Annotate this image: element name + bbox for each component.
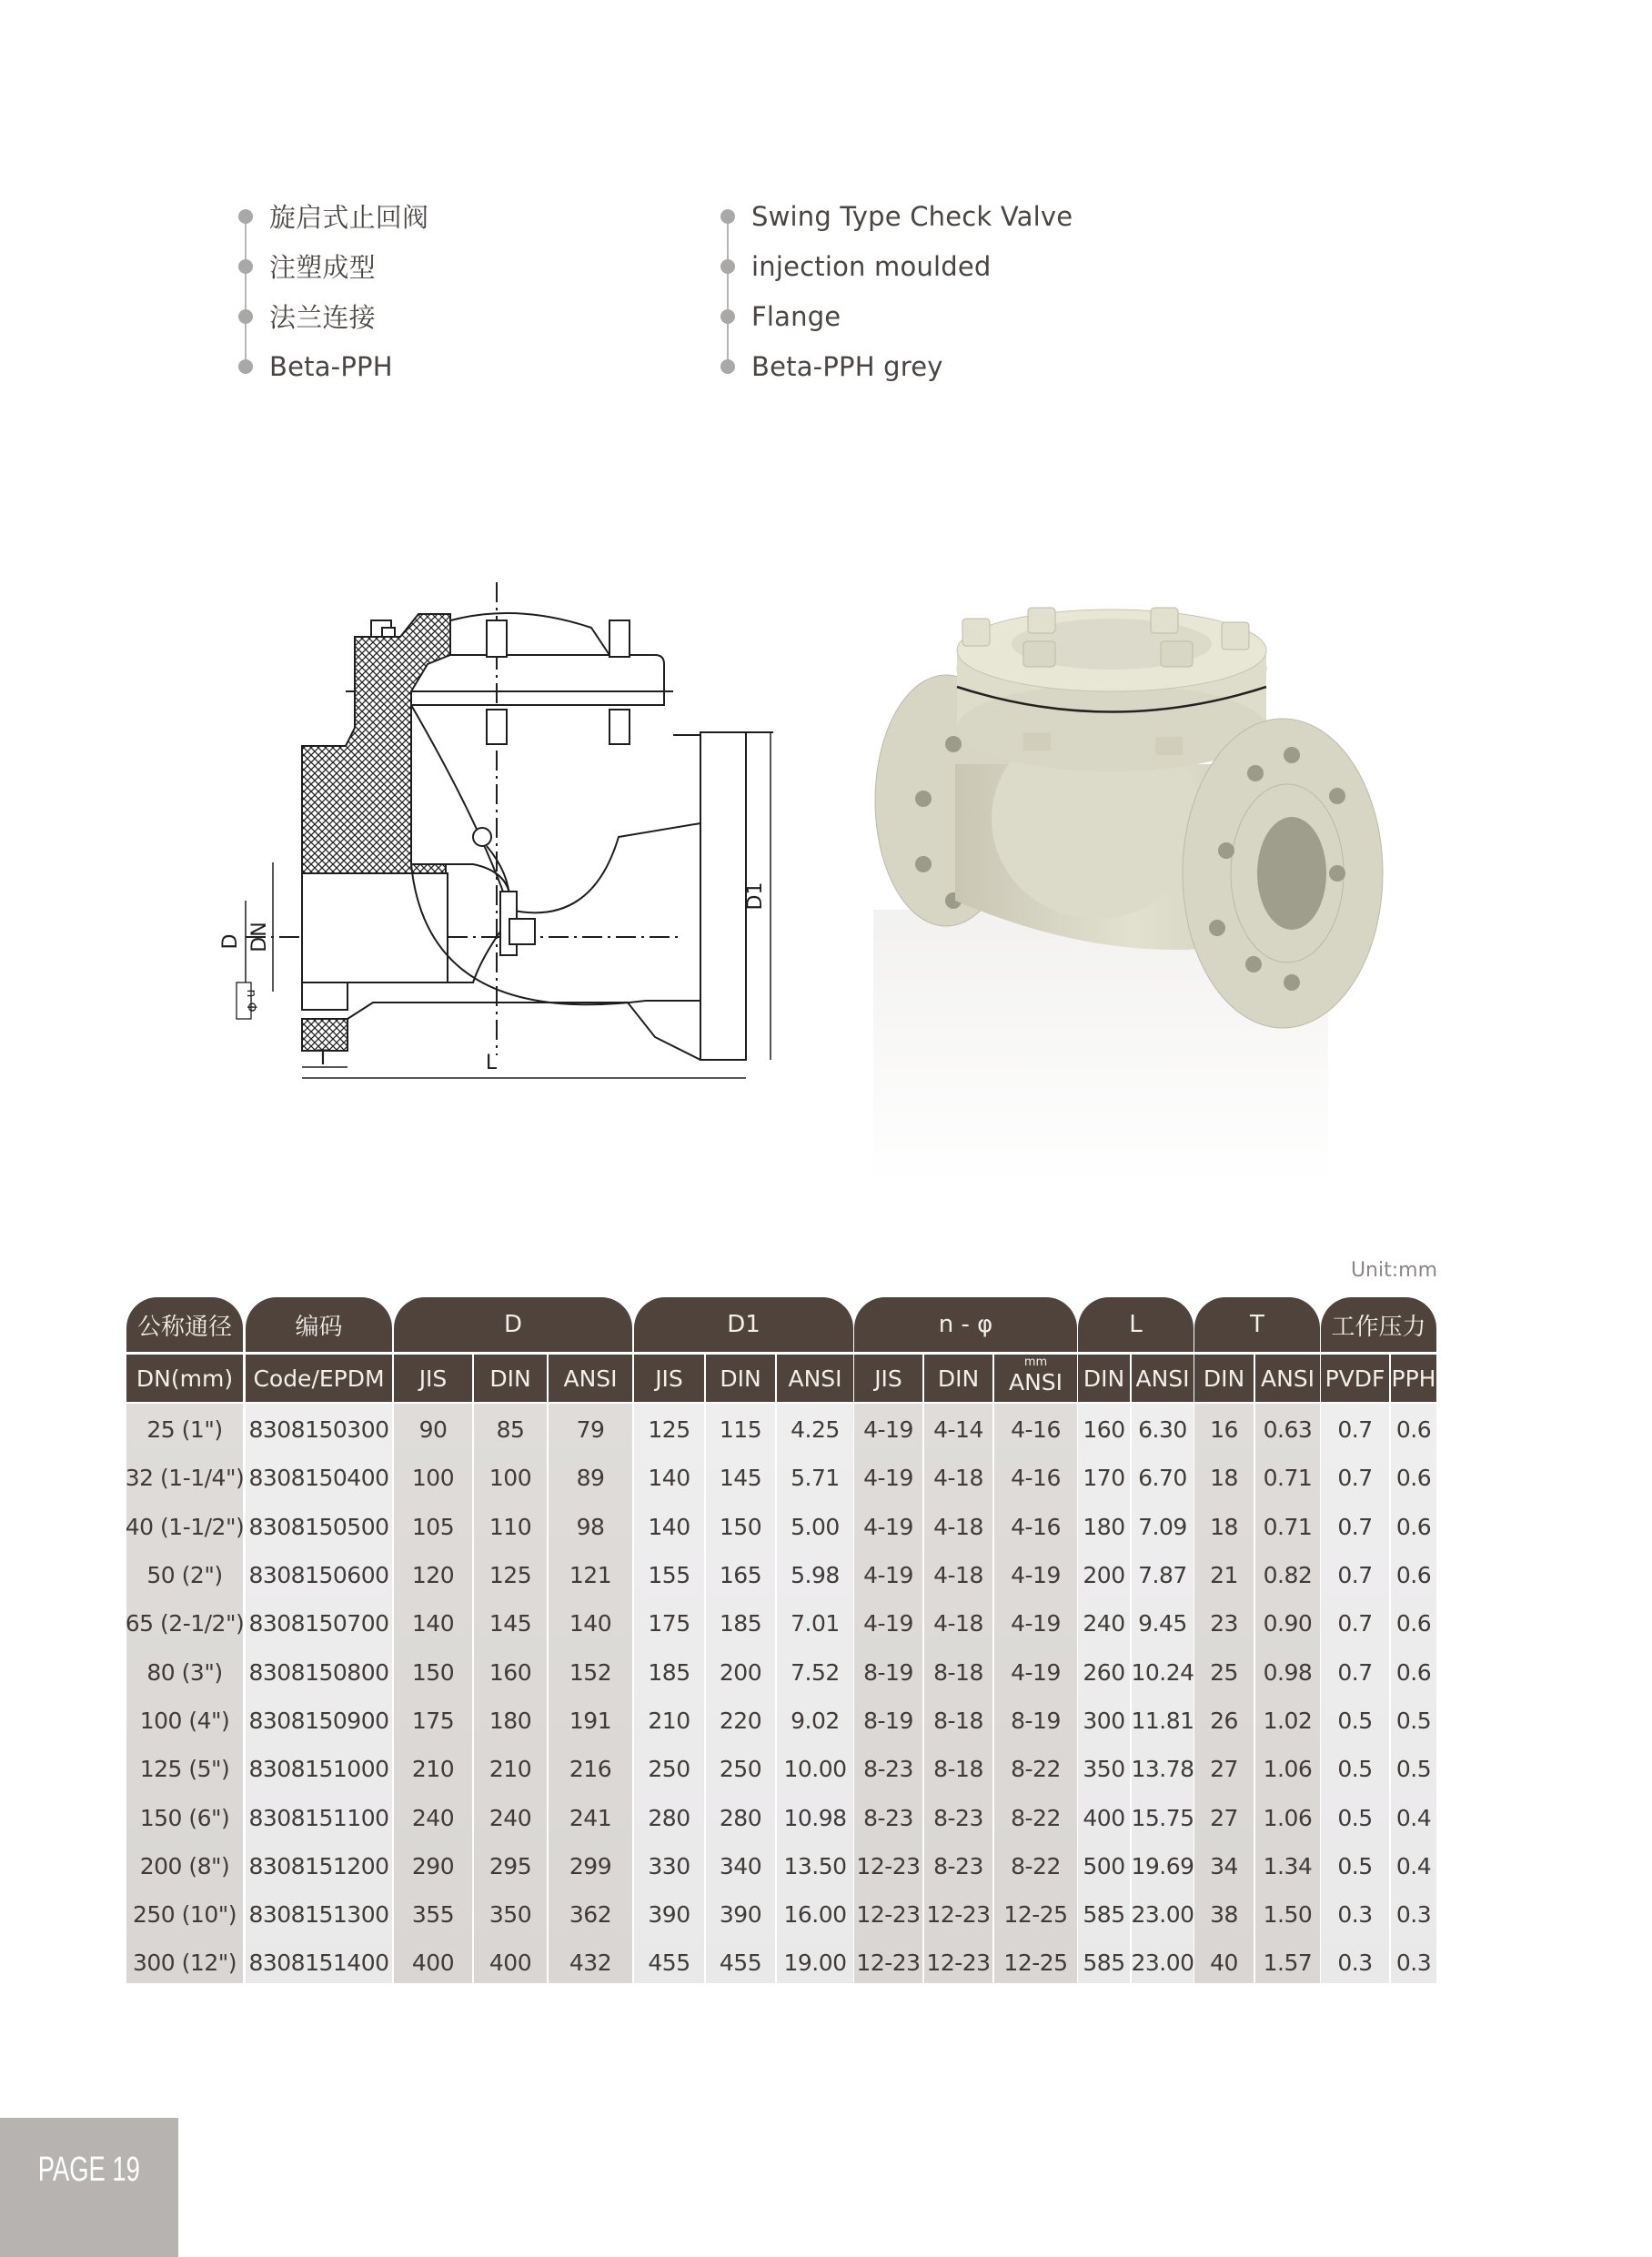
subheader-pph: PPH — [1391, 1355, 1436, 1402]
table-cell: 0.5 — [1337, 1852, 1373, 1879]
table-cell: 200 (8") — [139, 1852, 230, 1879]
table-cell: 152 — [569, 1658, 612, 1686]
table-cell: 8-23 — [933, 1804, 983, 1831]
table-cell: 400 — [489, 1950, 532, 1977]
table-cell: 4-19 — [1011, 1610, 1061, 1637]
table-cell: 0.7 — [1337, 1562, 1373, 1589]
table-cell: 8-19 — [863, 1707, 913, 1734]
table-cell: 160 — [1083, 1416, 1125, 1444]
table-cell: 12-23 — [856, 1901, 921, 1929]
feature-item — [720, 291, 1073, 341]
table-cell: 0.71 — [1263, 1513, 1313, 1540]
header-nominal-diameter: 公称通径 — [126, 1297, 243, 1352]
table-cell: 25 — [1210, 1658, 1238, 1686]
table-cell: 12-25 — [1003, 1950, 1068, 1977]
table-cell: 240 — [1083, 1610, 1125, 1637]
table-cell: 4-18 — [933, 1562, 983, 1589]
table-cell: 8-23 — [863, 1756, 913, 1783]
table-cell: 175 — [648, 1610, 690, 1637]
table-cell: 290 — [411, 1852, 455, 1879]
table-cell: 150 — [411, 1658, 455, 1686]
table-cell: 390 — [719, 1901, 762, 1929]
feature-text: Beta-PPH grey — [751, 350, 943, 382]
feature-text: 旋启式止回阀 — [269, 202, 429, 233]
table-cell: 0.7 — [1337, 1513, 1373, 1540]
feature-item — [720, 341, 1073, 391]
svg-text:D: D — [219, 933, 242, 950]
table-cell: 200 — [1083, 1562, 1125, 1589]
table-cell: 34 — [1210, 1852, 1238, 1879]
table-cell: 18 — [1210, 1513, 1238, 1540]
table-cell: 241 — [569, 1804, 612, 1831]
table-cell: 0.3 — [1395, 1901, 1432, 1929]
table-cell: 23.00 — [1131, 1901, 1194, 1929]
table-cell: 125 — [489, 1562, 532, 1589]
table-cell: 10.98 — [783, 1804, 847, 1831]
table-cell: 4-16 — [1011, 1465, 1061, 1492]
table-cell: 125 — [648, 1416, 690, 1444]
table-column — [394, 1404, 472, 1983]
unit-label: Unit:mm — [1350, 1259, 1437, 1282]
svg-text:n-Φ: n-Φ — [244, 989, 258, 1013]
table-cell: 1.57 — [1263, 1950, 1313, 1977]
bullet-icon — [238, 359, 253, 374]
table-cell: 140 — [569, 1610, 612, 1637]
table-cell: 8308151200 — [248, 1852, 389, 1879]
subheader-d1-jis: JIS — [634, 1355, 704, 1402]
table-cell: 8308150800 — [248, 1658, 389, 1686]
table-cell: 98 — [576, 1513, 605, 1540]
table-cell: 19.69 — [1131, 1852, 1194, 1879]
subheader-code: Code/EPDM — [246, 1355, 392, 1402]
table-column — [126, 1404, 243, 1983]
table-cell: 12-23 — [926, 1901, 991, 1929]
table-cell: 4-19 — [863, 1513, 913, 1540]
table-cell: 0.98 — [1263, 1658, 1313, 1686]
table-cell: 140 — [648, 1465, 690, 1492]
table-cell: 120 — [411, 1562, 455, 1589]
table-cell: 0.7 — [1337, 1465, 1373, 1492]
table-cell: 8-22 — [1011, 1852, 1061, 1879]
subheader-l-ansi: ANSI — [1132, 1355, 1194, 1402]
table-column — [246, 1404, 392, 1983]
table-cell: 8308151300 — [248, 1901, 389, 1929]
table-cell: 8308151400 — [248, 1950, 389, 1977]
bullet-icon — [238, 259, 253, 274]
table-cell: 8-22 — [1011, 1804, 1061, 1831]
table-cell: 0.6 — [1395, 1562, 1432, 1589]
table-cell: 191 — [569, 1707, 612, 1734]
table-column — [1078, 1404, 1130, 1983]
table-column — [854, 1404, 922, 1983]
table-column — [1391, 1404, 1436, 1983]
table-cell: 13.50 — [783, 1852, 847, 1879]
feature-list-chinese — [238, 191, 428, 391]
table-cell: 4-14 — [933, 1416, 983, 1444]
table-cell: 340 — [719, 1852, 762, 1879]
table-cell: 0.5 — [1337, 1804, 1373, 1831]
svg-text:T: T — [317, 1047, 329, 1070]
table-cell: 0.4 — [1395, 1852, 1432, 1879]
table-cell: 79 — [576, 1416, 605, 1444]
subheader-nphi-din: DIN — [924, 1355, 992, 1402]
table-cell: 9.45 — [1138, 1610, 1187, 1637]
subheader-t-din: DIN — [1194, 1355, 1254, 1402]
table-cell: 8308150500 — [248, 1513, 389, 1540]
table-cell: 455 — [648, 1950, 690, 1977]
table-cell: 185 — [719, 1610, 762, 1637]
table-cell: 1.02 — [1263, 1707, 1313, 1734]
table-cell: 23.00 — [1131, 1950, 1194, 1977]
table-cell: 25 (1") — [146, 1416, 223, 1444]
table-cell: 11.81 — [1131, 1707, 1194, 1734]
table-cell: 150 — [719, 1513, 762, 1540]
table-cell: 1.06 — [1263, 1804, 1313, 1831]
subheader-nphi-ansi: mm ANSI — [994, 1355, 1077, 1402]
table-cell: 23 — [1210, 1610, 1238, 1637]
table-cell: 432 — [569, 1950, 612, 1977]
table-cell: 50 (2") — [146, 1562, 223, 1589]
feature-item — [720, 191, 1073, 241]
table-cell: 165 — [719, 1562, 762, 1589]
feature-list-english — [720, 191, 1073, 391]
table-cell: 4.25 — [791, 1416, 840, 1444]
svg-text:DN: DN — [248, 922, 271, 952]
table-cell: 125 (5") — [139, 1756, 230, 1783]
table-cell: 40 (1-1/2") — [125, 1513, 245, 1540]
table-cell: 140 — [648, 1513, 690, 1540]
table-cell: 7.87 — [1138, 1562, 1187, 1589]
table-cell: 8-19 — [863, 1658, 913, 1686]
table-cell: 350 — [489, 1901, 532, 1929]
header-t: T — [1194, 1297, 1320, 1352]
table-cell: 21 — [1210, 1562, 1238, 1589]
table-cell: 19.00 — [783, 1950, 847, 1977]
feature-text: Swing Type Check Valve — [751, 200, 1073, 232]
header-n-phi: n - φ — [854, 1297, 1077, 1352]
table-column — [1194, 1404, 1254, 1983]
table-cell: 240 — [489, 1804, 532, 1831]
table-column — [549, 1404, 632, 1983]
table-cell: 15.75 — [1131, 1804, 1194, 1831]
table-cell: 150 (6") — [139, 1804, 230, 1831]
table-cell: 0.82 — [1263, 1562, 1313, 1589]
table-cell: 250 — [648, 1756, 690, 1783]
table-cell: 330 — [648, 1852, 690, 1879]
table-cell: 500 — [1083, 1852, 1125, 1879]
table-cell: 0.7 — [1337, 1416, 1373, 1444]
table-cell: 8-22 — [1011, 1756, 1061, 1783]
table-cell: 180 — [1083, 1513, 1125, 1540]
table-cell: 0.5 — [1395, 1756, 1432, 1783]
feature-text: Flange — [751, 300, 841, 332]
table-cell: 200 — [719, 1658, 762, 1686]
table-cell: 4-18 — [933, 1610, 983, 1637]
table-cell: 216 — [569, 1756, 612, 1783]
table-cell: 145 — [719, 1465, 762, 1492]
table-cell: 250 (10") — [133, 1901, 237, 1929]
table-cell: 12-23 — [856, 1852, 921, 1879]
feature-text: 注塑成型 — [269, 252, 376, 283]
table-cell: 4-19 — [1011, 1562, 1061, 1589]
table-cell: 110 — [489, 1513, 532, 1540]
table-cell: 10.24 — [1131, 1658, 1194, 1686]
table-cell: 210 — [489, 1756, 532, 1783]
table-cell: 4-19 — [863, 1562, 913, 1589]
table-cell: 8308150600 — [248, 1562, 389, 1589]
bullet-icon — [720, 309, 735, 324]
valve-cross-section-drawing — [209, 573, 791, 1083]
bullet-icon — [720, 259, 735, 274]
table-cell: 8-23 — [863, 1804, 913, 1831]
bullet-icon — [720, 209, 735, 224]
feature-item — [238, 191, 428, 241]
table-cell: 1.34 — [1263, 1852, 1313, 1879]
table-cell: 8308151100 — [248, 1804, 389, 1831]
subheader-pvdf: PVDF — [1321, 1355, 1389, 1402]
subheader-d-jis: JIS — [394, 1355, 472, 1402]
table-cell: 0.5 — [1337, 1756, 1373, 1783]
subheader-d1-ansi: ANSI — [777, 1355, 853, 1402]
table-column — [634, 1404, 704, 1983]
page-number: PAGE 19 — [37, 2151, 141, 2189]
table-cell: 12-23 — [926, 1950, 991, 1977]
table-cell: 5.71 — [791, 1465, 840, 1492]
table-cell: 0.6 — [1395, 1416, 1432, 1444]
table-column — [474, 1404, 547, 1983]
table-cell: 6.30 — [1138, 1416, 1187, 1444]
page-number-badge — [0, 2118, 178, 2257]
table-cell: 8308150900 — [248, 1707, 389, 1734]
table-cell: 27 — [1210, 1756, 1238, 1783]
table-column — [1132, 1404, 1194, 1983]
feature-item — [238, 291, 428, 341]
table-cell: 0.6 — [1395, 1610, 1432, 1637]
table-cell: 8-18 — [933, 1756, 983, 1783]
table-cell: 260 — [1083, 1658, 1125, 1686]
table-cell: 4-18 — [933, 1513, 983, 1540]
table-cell: 8308150700 — [248, 1610, 389, 1637]
table-cell: 0.4 — [1395, 1804, 1432, 1831]
table-cell: 0.63 — [1263, 1416, 1313, 1444]
table-cell: 115 — [719, 1416, 762, 1444]
table-cell: 4-19 — [863, 1465, 913, 1492]
table-cell: 185 — [648, 1658, 690, 1686]
table-cell: 16 — [1210, 1416, 1238, 1444]
table-cell: 455 — [719, 1950, 762, 1977]
table-cell: 4-19 — [863, 1416, 913, 1444]
table-cell: 280 — [719, 1804, 762, 1831]
table-cell: 26 — [1210, 1707, 1238, 1734]
table-cell: 8-18 — [933, 1707, 983, 1734]
table-cell: 100 — [489, 1465, 532, 1492]
table-cell: 12-25 — [1003, 1901, 1068, 1929]
table-cell: 175 — [411, 1707, 455, 1734]
feature-text: injection moulded — [751, 250, 992, 282]
table-cell: 210 — [648, 1707, 690, 1734]
table-cell: 18 — [1210, 1465, 1238, 1492]
table-cell: 0.7 — [1337, 1610, 1373, 1637]
table-cell: 1.06 — [1263, 1756, 1313, 1783]
table-cell: 295 — [489, 1852, 532, 1879]
subheader-d-din: DIN — [474, 1355, 547, 1402]
subheader-l-din: DIN — [1078, 1355, 1130, 1402]
feature-text: Beta-PPH — [269, 350, 393, 382]
table-cell: 210 — [411, 1756, 455, 1783]
table-column — [777, 1404, 853, 1983]
feature-text: 法兰连接 — [269, 302, 376, 333]
table-cell: 4-19 — [1011, 1658, 1061, 1686]
table-cell: 0.6 — [1395, 1658, 1432, 1686]
table-cell: 9.02 — [791, 1707, 840, 1734]
table-cell: 80 (3") — [146, 1658, 223, 1686]
table-cell: 13.78 — [1131, 1756, 1194, 1783]
table-column — [924, 1404, 992, 1983]
table-cell: 0.3 — [1395, 1950, 1432, 1977]
table-cell: 180 — [489, 1707, 532, 1734]
header-code: 编码 — [246, 1297, 392, 1352]
subheader-d1-din: DIN — [706, 1355, 775, 1402]
table-cell: 5.00 — [791, 1513, 840, 1540]
table-cell: 90 — [418, 1416, 448, 1444]
table-cell: 362 — [569, 1901, 612, 1929]
table-cell: 8-23 — [933, 1852, 983, 1879]
table-cell: 85 — [496, 1416, 525, 1444]
table-cell: 4-19 — [863, 1610, 913, 1637]
table-cell: 0.3 — [1337, 1901, 1373, 1929]
table-cell: 4-16 — [1011, 1416, 1061, 1444]
table-cell: 16.00 — [783, 1901, 847, 1929]
table-cell: 8308150300 — [248, 1416, 389, 1444]
table-cell: 40 — [1210, 1950, 1238, 1977]
table-cell: 140 — [411, 1610, 455, 1637]
table-cell: 7.01 — [791, 1610, 840, 1637]
table-cell: 6.70 — [1138, 1465, 1187, 1492]
table-cell: 32 (1-1/4") — [125, 1465, 245, 1492]
unit-mm-label: mm — [1023, 1355, 1048, 1369]
table-cell: 250 — [719, 1756, 762, 1783]
table-cell: 4-16 — [1011, 1513, 1061, 1540]
table-cell: 4-18 — [933, 1465, 983, 1492]
table-cell: 65 (2-1/2") — [125, 1610, 245, 1637]
table-cell: 585 — [1083, 1950, 1125, 1977]
table-cell: 220 — [719, 1707, 762, 1734]
table-cell: 0.3 — [1337, 1950, 1373, 1977]
subheader-dn: DN(mm) — [126, 1355, 243, 1402]
table-cell: 0.5 — [1337, 1707, 1373, 1734]
table-cell: 10.00 — [783, 1756, 847, 1783]
table-cell: 160 — [489, 1658, 532, 1686]
table-cell: 0.90 — [1263, 1610, 1313, 1637]
table-cell: 350 — [1083, 1756, 1125, 1783]
feature-item — [720, 241, 1073, 291]
table-cell: 100 — [411, 1465, 455, 1492]
subheader-d-ansi: ANSI — [549, 1355, 632, 1402]
table-cell: 400 — [1083, 1804, 1125, 1831]
table-cell: 121 — [569, 1562, 612, 1589]
table-cell: 0.6 — [1395, 1465, 1432, 1492]
table-cell: 8308150400 — [248, 1465, 389, 1492]
table-cell: 390 — [648, 1901, 690, 1929]
table-cell: 240 — [411, 1804, 455, 1831]
table-cell: 100 (4") — [139, 1707, 230, 1734]
table-cell: 299 — [569, 1852, 612, 1879]
table-column — [706, 1404, 775, 1983]
header-l: L — [1078, 1297, 1194, 1352]
subheader-t-ansi: ANSI — [1255, 1355, 1320, 1402]
feature-item — [238, 341, 428, 391]
table-cell: 5.98 — [791, 1562, 840, 1589]
bullet-icon — [238, 309, 253, 324]
svg-text:D1: D1 — [744, 882, 767, 911]
table-cell: 400 — [411, 1950, 455, 1977]
table-column — [994, 1404, 1077, 1983]
table-cell: 89 — [576, 1465, 605, 1492]
table-cell: 145 — [489, 1610, 532, 1637]
table-cell: 155 — [648, 1562, 690, 1589]
header-d1: D1 — [634, 1297, 853, 1352]
table-cell: 12-23 — [856, 1950, 921, 1977]
table-cell: 355 — [411, 1901, 455, 1929]
table-cell: 0.6 — [1395, 1513, 1432, 1540]
svg-text:L: L — [485, 1052, 498, 1074]
table-column — [1321, 1404, 1389, 1983]
subheader-nphi-jis: JIS — [854, 1355, 922, 1402]
bullet-icon — [238, 209, 253, 224]
table-cell: 170 — [1083, 1465, 1125, 1492]
table-cell: 0.7 — [1337, 1658, 1373, 1686]
header-d: D — [394, 1297, 632, 1352]
table-cell: 1.50 — [1263, 1901, 1313, 1929]
table-cell: 300 (12") — [133, 1950, 237, 1977]
table-cell: 0.71 — [1263, 1465, 1313, 1492]
feature-item — [238, 241, 428, 291]
table-cell: 585 — [1083, 1901, 1125, 1929]
valve-product-photo — [873, 600, 1392, 1183]
table-cell: 8308151000 — [248, 1756, 389, 1783]
table-cell: 7.09 — [1138, 1513, 1187, 1540]
table-cell: 300 — [1083, 1707, 1125, 1734]
table-cell: 38 — [1210, 1901, 1238, 1929]
table-cell: 8-18 — [933, 1658, 983, 1686]
table-cell: 27 — [1210, 1804, 1238, 1831]
table-cell: 8-19 — [1011, 1707, 1061, 1734]
table-cell: 280 — [648, 1804, 690, 1831]
table-column — [1255, 1404, 1320, 1983]
table-cell: 7.52 — [791, 1658, 840, 1686]
header-working-pressure: 工作压力 — [1321, 1297, 1436, 1352]
table-cell: 105 — [411, 1513, 455, 1540]
table-cell: 0.5 — [1395, 1707, 1432, 1734]
bullet-icon — [720, 359, 735, 374]
